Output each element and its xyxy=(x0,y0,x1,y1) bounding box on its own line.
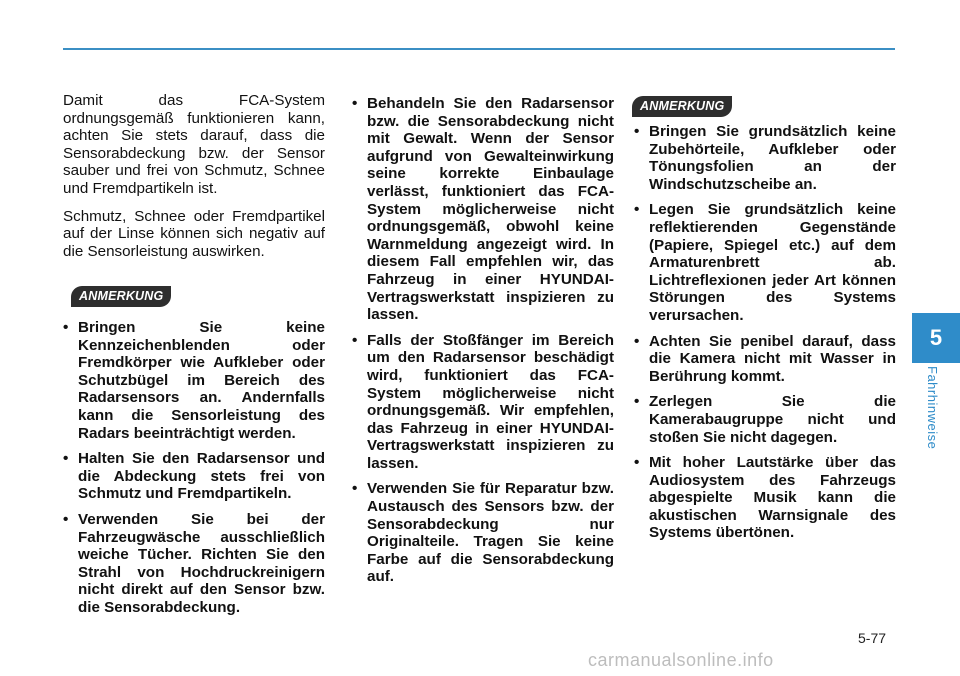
list-item: • Verwenden Sie bei der Fahrzeugwäsche ausschließlich weiche Tücher. Richten Sie den Strahl von Hochdruckreinigern nicht direkt auf den Sensor bzw. die Sensorabdeckung. xyxy=(63,511,325,617)
watermark: carmanualsonline.info xyxy=(588,650,774,670)
note-badge-2: ANMERKUNG xyxy=(632,96,732,117)
note-list-3 xyxy=(634,123,896,550)
chapter-tab xyxy=(912,313,960,363)
list-item: • Bringen Sie grundsätzlich keine Zubehörteile, Aufkleber oder Tönungsfolien an der Windschutzscheibe an. xyxy=(634,123,896,193)
list-item: • Legen Sie grundsätzlich keine reflektierenden Gegenstände (Papiere, Spiegel etc.) auf dem Armaturenbrett ab. Lichtreflexionen jeder Art können Störungen des Systems verursachen. xyxy=(634,201,896,324)
list-item: • Verwenden Sie für Reparatur bzw. Austausch des Sensors bzw. der Sensorabdeckung nur Originalteile. Tragen Sie keine Farbe auf die Sensorabdeckung auf. xyxy=(352,480,614,586)
list-item: • Falls der Stoßfänger im Bereich um den Radarsensor beschädigt wird, funktioniert das FCA-System möglicherweise nicht ordnungsgemäß. Wir empfehlen, das Fahrzeug in einer HYUNDAI-Vertragswerkstatt inspizieren zu lassen. xyxy=(352,332,614,473)
list-item: • Mit hoher Lautstärke über das Audiosystem des Fahrzeugs abgespielte Musik kann die akustischen Warnsignale des Systems übertönen. xyxy=(634,454,896,542)
column-1-intro xyxy=(63,92,325,270)
list-item: • Zerlegen Sie die Kamerabaugruppe nicht und stoßen Sie nicht dagegen. xyxy=(634,393,896,446)
page-number: 5-77 xyxy=(858,630,887,646)
chapter-number: 5 xyxy=(929,325,943,350)
list-item: • Behandeln Sie den Radarsensor bzw. die Sensorabdeckung nicht mit Gewalt. Wenn der Sensor aufgrund von Gewalteinwirkung seine korrekte Einbaulage verlässt, funktioniert das FCA-System möglicherweise nicht ordnungsgemäß, obwohl keine Warnmeldung angezeigt wird. In diesem Fall empfehlen wir, das Fahrzeug in einer HYUNDAI-Vertragswerkstatt inspizieren zu lassen. xyxy=(352,95,614,324)
note-list-1 xyxy=(63,319,325,625)
list-item: • Halten Sie den Radarsensor und die Abdeckung stets frei von Schmutz und Fremdpartikeln. xyxy=(63,450,325,503)
note-list-2 xyxy=(352,95,614,594)
list-item: • Bringen Sie keine Kennzeichenblenden oder Fremdkörper wie Aufkleber oder Schutzbügel im Bereich des Radarsensors an. Andernfalls kann die Sensorleistung des Radars beeinträchtigt werden. xyxy=(63,319,325,442)
intro-paragraph-1: Damit das FCA-System ordnungsgemäß funktionieren kann, achten Sie stets darauf, dass die Sensorabdeckung bzw. der Sensor sauber und frei von Schmutz, Schnee und Fremdpartikeln ist. xyxy=(63,92,325,197)
intro-paragraph-2: Schmutz, Schnee oder Fremdpartikel auf der Linse können sich negativ auf die Sensorleistung auswirken. xyxy=(63,207,325,260)
note-badge-1: ANMERKUNG xyxy=(71,286,171,307)
top-rule xyxy=(63,48,895,50)
list-item: • Achten Sie penibel darauf, dass die Kamera nicht mit Wasser in Berührung kommt. xyxy=(634,333,896,386)
chapter-label: Fahrhinweise xyxy=(925,366,940,450)
